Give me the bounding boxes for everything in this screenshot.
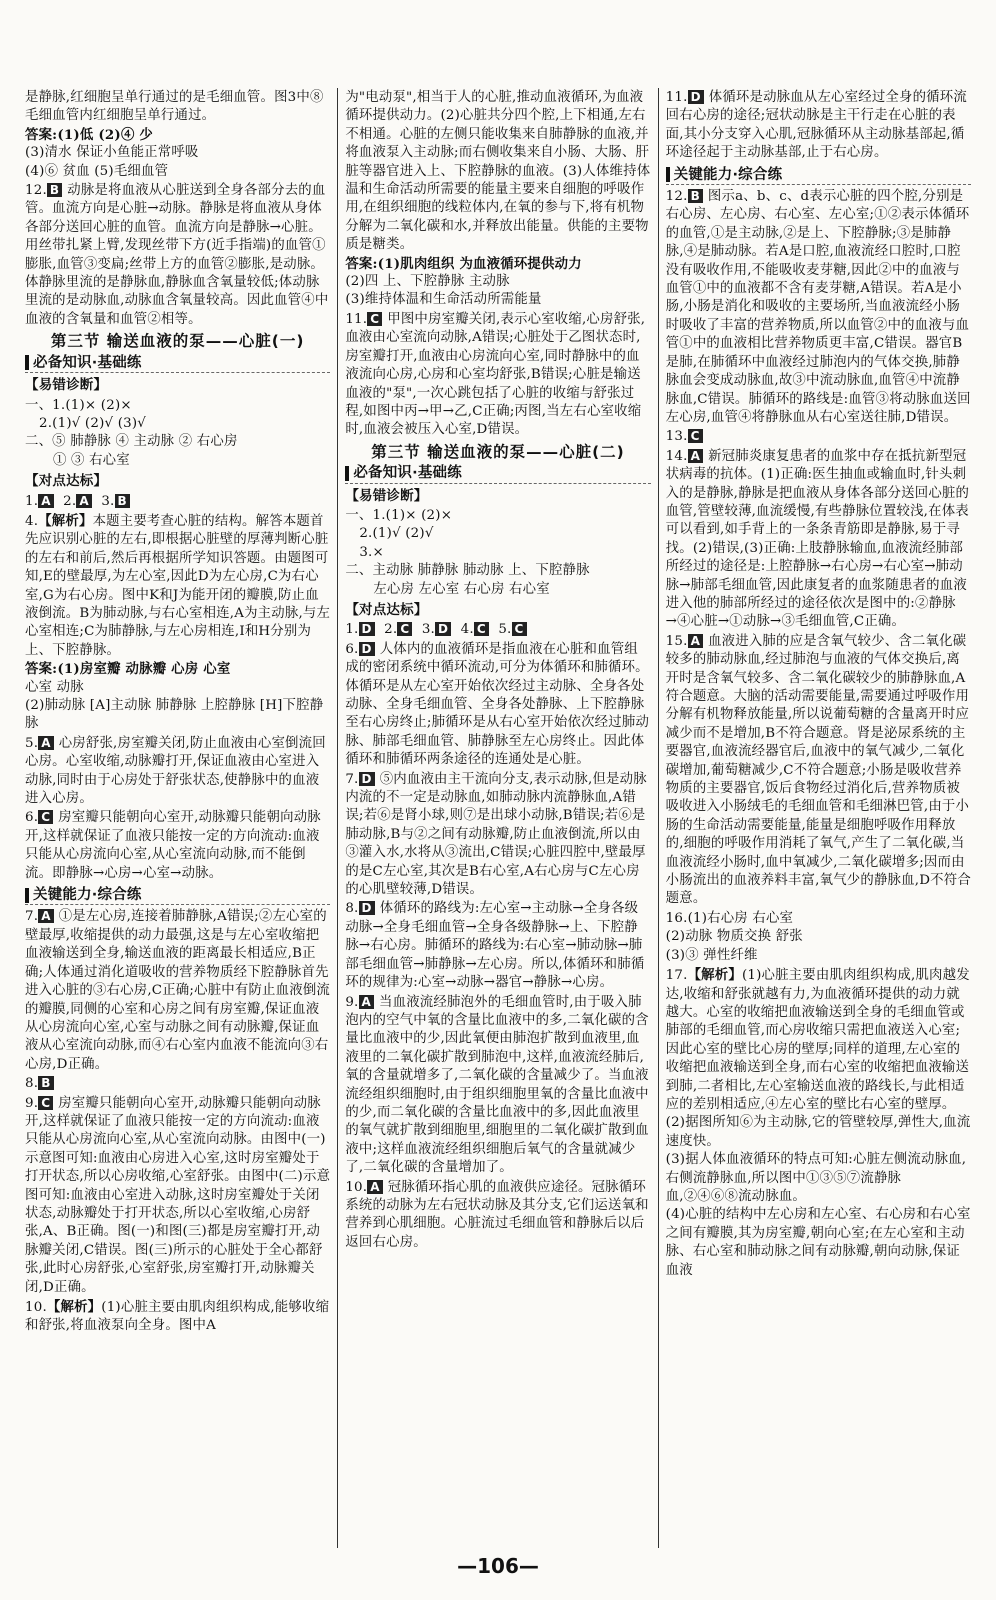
question-7: 7. D ⑤内血液由主干流向分支,表示动脉,但是动脉内流的不一定是动脉血,如肺动脉内流静脉血,A错误;若⑥是肾小球,则⑦是出球小动脉,B错误;若⑥是肺动脉,B与②之间有动脉瓣,防止血液倒流,所以由③灌入水,水将从③流出,C错误;心脏四腔中,壁最厚的是C左心室,其次是B右心室,A右心房与C左心房的心肌壁较薄,D错误。 bbox=[345, 771, 647, 898]
question-15: 15. A 血液进入肺的应是含氧气较少、含二氧化碳较多的肺动脉血,经过肺泡与血液的气体交换后,离开时是含氧气较多、含二氧化碳较少的肺静脉血,A符合题意。大脑的活动需要能量,需要通过呼吸作用分解有机物释放能量,所以说葡萄糖的含量离开时应减少而不是增加,B不符合题意。肾是泌尿系统的主要器官,血液流经器官后,血液中的氧气减少,二氧化碳增加,葡萄糖减少,C不符合题意;小肠是吸收营养物质的主要器官,饭后食物经过消化后,营养物质被吸收进入小肠绒毛的毛细血管和毛细淋巴管,由于小肠的生命活动需要能量,能量是细胞呼吸作用释放的,细胞的呼吸作用消耗了氧气,产生了二氧化碳,当血液流经小肠时,血中氧减少,二氧化碳增多;因而由小肠流出的血液养料丰富,氧气少的静脉血,D不符合题意。 bbox=[665, 633, 971, 907]
bar-mark-icon bbox=[25, 355, 29, 370]
column-3 bbox=[658, 88, 978, 1548]
carry-text: 是静脉,红细胞呈单行通过的是毛细血管。图3中⑧毛细血管内红细胞呈单行通过。 答案:(1)低 (2)④ 少 (3)清水 保证小鱼能正常呼吸 (4)⑥ 贫血 (5)毛细血管 bbox=[25, 90, 324, 179]
question-11: 11. C 甲图中房室瓣关闭,表示心室收缩,心房舒张,血液由心室流向动脉,A错误;心脏处于乙图状态时,房室瓣打开,血液由心房流向心室,同时静脉中的血液流向心房,心房和心室均舒张,B错误;心脏是输送血液的"泵",一次心跳包括了心脏的收缩与舒张过程,如图中丙→甲→乙,C正确;丙图,当左右心室收缩时,血液会被压入心室,D错误。 bbox=[345, 311, 646, 438]
question-7: 7. A ①是左心房,连接着肺静脉,A错误;②左心室的壁最厚,收缩提供的动力最强,这是与左心室收缩把血液输送到全身,输送血液的距离最长相适应,B正确;人体通过消化道吸收的营养物质经下腔静脉首先进入心脏的③右心房,C正确;心脏中有防止血液倒流的瓣膜,同侧的心室和心房之间有房室瓣,保证血液从心房流向心室,心室与动脉之间有动脉瓣,保证血液从心室流向动脉,而④右心室内血液不能流向③右心房,D正确。 bbox=[25, 909, 331, 1072]
carry-text: 为"电动泵",相当于人的心脏,推动血液循环,为血液循环提供动力。(2)心脏共分四个腔,上下相通,左右不相通。心脏的左侧只能收集来自肺静脉的血液,并将血液泵入主动脉;而右侧收集来自小肠、大肠、肝脏等器官进入上、下腔静脉的血液。(3)人体维持体温和生命活动所需要的能量主要来自细胞的呼吸作用,在组织细胞的线粒体内,在氧的参与下,将有机物分解为二氧化碳和水,并释放出能量。供能的主要物质是糖类。 答案:(1)肌肉组织 为血液循环提供动力 (2)四 上、下腔静脉 主动脉 (3)维持体温和生命活动所需能量 bbox=[345, 90, 651, 308]
bar-mark-icon bbox=[666, 167, 670, 182]
section-bar: 关键能力·综合练 bbox=[666, 166, 971, 185]
column-2 bbox=[337, 88, 657, 1548]
bar-mark-icon bbox=[25, 888, 29, 903]
questions-1-5: 1. D 2. C 3. D 4. C 5. C bbox=[345, 621, 650, 639]
question-11: 11. D 体循环是动脉血从左心室经过全身的循环流回右心房的途径;冠状动脉是主干行走在心脏的表面,其小分支穿入心肌,冠脉循环从主动脉基部起,循环途径起于主动脉基部,止于右心房。 bbox=[665, 90, 967, 161]
question-9: 9. C 房室瓣只能朝向心室开,动脉瓣只能朝向动脉开,这样就保证了血液只能按一定的方向流动:血液只能从心房流向心室,从心室流向动脉。由图中(一)示意图可知:血液由心房进入心室,这时房室瓣处于打开状态,所以心房收缩,心室舒张。由图中(二)示意图可知:血液由心室进入动脉,这时房室瓣处于关闭状态,动脉瓣处于打开状态,所以心室收缩,心房舒张,A、B正确。图(一)和图(三)都是房室瓣打开,动脉瓣关闭,C错误。图(三)所示的心脏处于全心都舒张,此时心房舒张,心室舒张,房室瓣打开,动脉瓣关闭,D正确。 bbox=[25, 1095, 331, 1295]
question-8: 8. D 体循环的路线为:左心室→主动脉→全身各级动脉→全身毛细血管→全身各级静脉→上、下腔静脉→右心房。肺循环的路线为:右心室→肺动脉→肺部毛细血管→肺静脉→左心房。所以,体循环和肺循环的规律为:心室→动脉→器官→静脉→心房。 bbox=[345, 901, 645, 991]
question-5: 5. A 心房舒张,房室瓣关闭,防止血液由心室倒流回心房。心室收缩,动脉瓣打开,保证血液由心室进入动脉,同时由于心房处于舒张状态,使静脉中的血液进入心房。 bbox=[25, 735, 326, 807]
questions-1-3: 1. A 2. A 3. B bbox=[25, 493, 330, 511]
section-title: 第三节 输送血液的泵——心脏(一) bbox=[50, 332, 305, 351]
question-10: 10.【解析】(1)心脏主要由肌肉组织构成,能够收缩和舒张,将血液泵向全身。图中A bbox=[25, 1299, 330, 1334]
question-14: 14. A 新冠肺炎康复患者的血浆中存在抵抗新型冠状病毒的抗体。(1)正确:医生抽血或输血时,针头刺入的是静脉,静脉是把血液从身体各部分送回心脏的血管,管壁较薄,血流缓慢,有些静脉位置较浅,在体表可以看到,如手背上的一条条青筋即是静脉,易于寻找。(2)错误,(3)正确:上肢静脉输血,血液流经肺部所经过的途径是:上腔静脉→右心房→右心室→肺动脉→肺部毛细血管,因此康复者的血浆随患者的血液进入他的肺部所经过的途径依次是图中的:②静脉→④心脏→①动脉→③毛细血管,C正确。 bbox=[665, 448, 970, 630]
question-17: 17.【解析】(1)心脏主要由肌肉组织构成,肌肉越发达,收缩和舒张就越有力,为血液循环提供的动力就越大。心室的收缩把血液输送到全身的毛细血管或肺部的毛细血管,而心房收缩只需把血液送入心室;因此心室的壁比心房的壁厚;同样的道理,左心室的收缩把血液输送到全身,而右心室的收缩把血液输送到肺,二者相比,左心室输送血液的路线长,与此相适应的差别相适应,④左心室的壁比右心室的壁厚。 (2)据图所知⑥为主动脉,它的管壁较厚,弹性大,血流速度快。 (3)据人体血液循环的特点可知:心脏左侧流动脉血,右侧流静脉血,所以图中①③⑤⑦流静脉血,②④⑥⑧流动脉血。 (4)心脏的结构中左心房和左心室、右心房和右心室之间有瓣膜,其为房室瓣,朝向心室;在左心室和主动脉、右心室和肺动脉之间有动脉瓣,朝向动脉,保证血液 bbox=[665, 967, 971, 1278]
subheading: 【对点达标】 bbox=[25, 473, 108, 490]
section-bar: 必备知识·基础练 bbox=[25, 354, 330, 373]
section-title: 第三节 输送血液的泵——心脏(二) bbox=[371, 442, 625, 461]
column-1 bbox=[18, 88, 337, 1548]
bar-mark-icon bbox=[345, 466, 349, 481]
question-6: 6. C 房室瓣只能朝向心室开,动脉瓣只能朝向动脉开,这样就保证了血液只能按一定的方向流动:血液只能从心房流向心室,从心室流向动脉,而不能倒流。即静脉→心房→心室→动脉。 bbox=[25, 810, 321, 881]
question-13: 13. C bbox=[666, 428, 971, 446]
columns bbox=[18, 88, 978, 1548]
question-4: 4.【解析】本题主要考查心脏的结构。解答本题首先应识别心脏的左右,即根据心脏壁的厚薄判断心脏的左右和前后,然后再根据所学知识答题。由题图可知,E的壁最厚,为左心室,因此D为左心房,C为右心室,G为右心房。图中K和J为能开闭的瓣膜,防止血液倒流。B为肺动脉,与右心室相连,A为主动脉,与左心室相连;C为肺静脉,与左心房相连,I和H分别为上、下腔静脉。 答案:(1)房室瓣 动脉瓣 心房 心室 心室 动脉 (2)肺动脉 [A]主动脉 肺静脉 上腔静脉 [H]下腔静脉 bbox=[25, 512, 331, 732]
question-8: 8. B bbox=[25, 1075, 330, 1093]
question-12: 12. B 图示a、b、c、d表示心脏的四个腔,分别是右心房、左心房、右心室、左心室;①②表示体循环的血管,①是主动脉,②是上、下腔静脉;③是肺静脉,④是肺动脉。若A是口腔,血液流经口腔时,口腔没有吸收作用,不能吸收麦芽糖,因此②中的血液与血管①中的血液都不含有麦芽糖,A错误。若A是小肠,小肠是消化和吸收的主要场所,当血液流经小肠时吸收了丰富的营养物质,所以血管②中的血液与血管①中的血液相比营养物质更丰富,C错误。器官B是肺,在肺循环中血液经过肺泡内的气体交换,肺静脉血会变成动脉血,故③中流动脉血,血管④中流静脉血,C错误。肺循环的路线是:血管③将动脉血送回左心房,血管④将静脉血从右心室送往肺,D错误。 bbox=[665, 189, 971, 425]
section-bar: 关键能力·综合练 bbox=[25, 886, 330, 905]
section-bar: 必备知识·基础练 bbox=[345, 464, 650, 483]
page-number: —106— bbox=[457, 1554, 539, 1578]
question-10: 10. A 冠脉循环指心肌的血液供应途径。冠脉循环系统的动脉为左右冠状动脉及其分支,它们运送氧和营养到心肌细胞。心脏流过毛细血管和静脉后以后返回右心房。 bbox=[345, 1179, 649, 1250]
yicuo-list: 一、1.(1)× (2)× 2.(1)√ (2)√ (3)√ 二、⑤ 肺静脉 ④ 主动脉 ② 右心房 ① ③ 右心室 bbox=[25, 397, 238, 468]
question-16: 16.(1)右心房 右心室 (2)动脉 物质交换 舒张 (3)③ 弹性纤维 bbox=[665, 910, 803, 963]
subheading: 【易错诊断】 bbox=[25, 377, 108, 394]
question-12: 12. B 动脉是将血液从心脏送到全身各部分去的血管。血流方向是心脏→动脉。静脉是将血液从身体各部分送回心脏的血管。血流方向是静脉→心脏。用丝带扎紧上臂,发现丝带下方(近手指端)的血管①膨胀,血管③变扁;丝带上方的血管②膨胀,是动脉。体静脉里流的是静脉血,静脉血含氧量较低;体动脉里流的是动脉血,动脉血含氧量较高。因此血管④中血液的含氧量和血管②相等。 bbox=[25, 183, 329, 327]
subheading: 【易错诊断】 bbox=[345, 487, 428, 504]
question-9: 9. A 当血液流经肺泡外的毛细血管时,由于吸入肺泡内的空气中氧的含量比血液中的多,二氧化碳的含量比血液中的少,因此氧便由肺泡扩散到血液里,血液里的二氧化碳扩散到肺泡中,这样,血液流经肺后,氧的含量就增多了,二氧化碳的含量减少了。当血液流经组织细胞时,由于组织细胞里氧的含量比血液中的少,而二氧化碳的含量比血液中的多,因此血液里的氧气就扩散到细胞里,细胞里的二氧化碳扩散到血液中;这样血液流经组织细胞后氧气的含量就减少了,二氧化碳的含量增加了。 bbox=[345, 994, 649, 1176]
yicuo-list: 一、1.(1)× (2)× 2.(1)√ (2)√ 3.× 二、主动脉 肺静脉 肺动脉 上、下腔静脉 左心房 左心室 右心房 右心室 bbox=[345, 507, 590, 597]
answer-letter: B bbox=[47, 183, 62, 197]
question-6: 6. D 人体内的血液循环是指血液在心脏和血管组成的密闭系统中循环流动,可分为体循环和肺循环。体循环是从左心室开始依次经过主动脉、全身各处动脉、全身毛细血管、全身各处静脉、上下腔静脉至右心房终止;肺循环是从右心室开始依次经过肺动脉、肺部毛细血管、肺静脉至左心房终止。因此体循环和肺循环两条途径的连通处是心脏。 bbox=[345, 641, 650, 768]
subheading: 【对点达标】 bbox=[345, 601, 428, 618]
